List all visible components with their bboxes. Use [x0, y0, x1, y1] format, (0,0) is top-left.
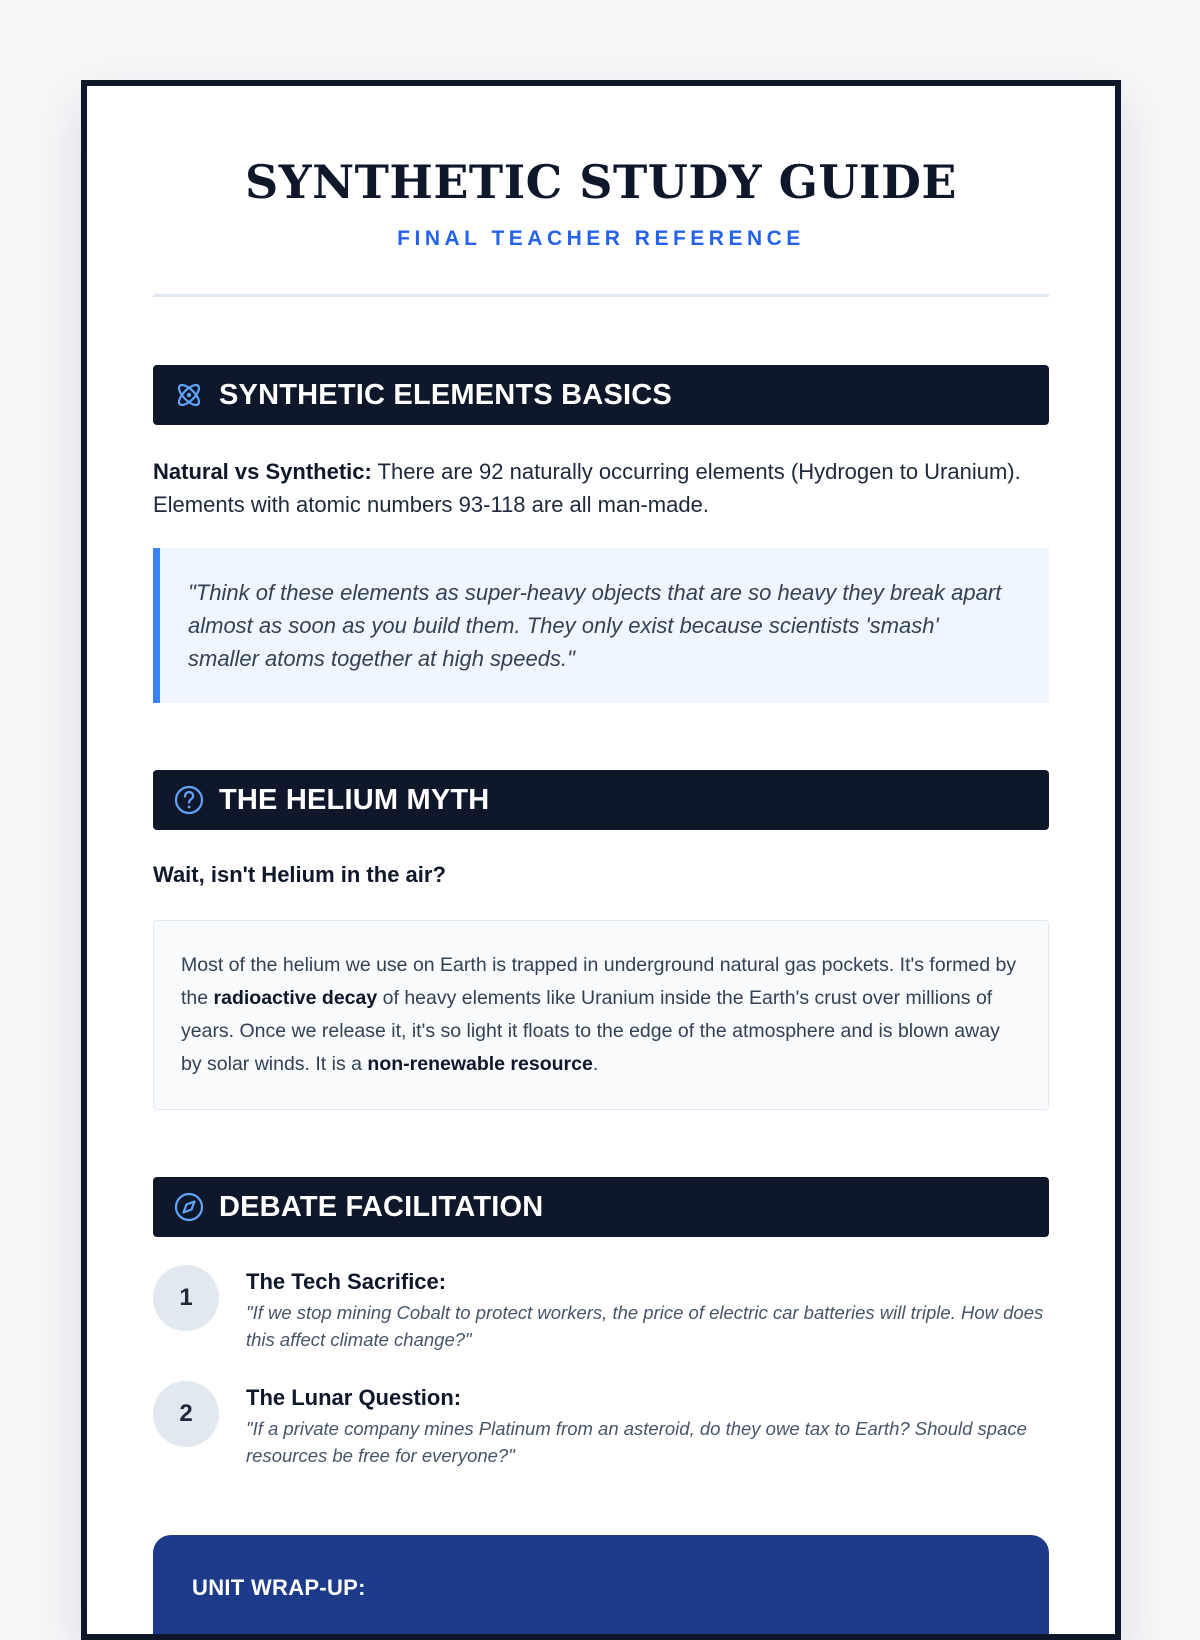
debate-quote: "If a private company mines Platinum from an asteroid, do they owe tax to Earth? Should space resources be free for everyone?" [246, 1418, 1027, 1466]
guide-header [153, 86, 1049, 297]
question-circle-icon [173, 784, 205, 816]
helium-text-2: of heavy elements like Uranium inside the Earth's crust over millions of years. Once we release it, it's so light it floats to the edge of the atmosphere and is blown away by solar winds. It is a [181, 987, 1000, 1075]
wrapup-title: UNIT WRAP-UP: [192, 1575, 366, 1600]
page-title: SYNTHETIC STUDY GUIDE [245, 155, 957, 209]
study-guide-sheet [81, 80, 1121, 1640]
lead-text: There are 92 naturally occurring elements (Hydrogen to Uranium). Elements with atomic numbers 93-118 are all man-made. [153, 459, 1021, 517]
section-title-debate: DEBATE FACILITATION [219, 1190, 544, 1223]
unit-wrapup-box [153, 1535, 1049, 1640]
section-title-basics: SYNTHETIC ELEMENTS BASICS [219, 378, 672, 411]
lead-label: Natural vs Synthetic: [153, 459, 372, 484]
helium-question: Wait, isn't Helium in the air? [153, 862, 446, 887]
debate-item [153, 1265, 1049, 1353]
debate-title: The Tech Sacrifice: [246, 1269, 447, 1294]
analogy-quote: "Think of these elements as super-heavy objects that are so heavy they break apart almost as soon as you build them. They only exist because scientists 'smash' smaller atoms together at high speeds." [153, 548, 1049, 703]
section-header-basics [153, 365, 1049, 425]
debate-title: The Lunar Question: [246, 1385, 462, 1410]
helium-explanation [153, 920, 1049, 1110]
debate-item [153, 1381, 1049, 1469]
page-subtitle: FINAL TEACHER REFERENCE [397, 227, 805, 250]
debate-number-badge: 1 [153, 1265, 219, 1331]
section-header-debate [153, 1177, 1049, 1237]
section-header-helium [153, 770, 1049, 830]
header-divider [153, 294, 1049, 297]
debate-number-badge: 2 [153, 1381, 219, 1447]
compass-icon [173, 1191, 205, 1223]
helium-bold-2: non-renewable resource [367, 1053, 593, 1075]
natural-vs-synthetic-paragraph [153, 455, 1049, 521]
helium-text-3: . [592, 1053, 599, 1075]
debate-content [246, 1265, 1049, 1353]
atom-icon [173, 379, 205, 411]
section-title-helium: THE HELIUM MYTH [219, 783, 490, 816]
debate-content [246, 1381, 1049, 1469]
helium-text-1: Most of the helium we use on Earth is trapped in underground natural gas pockets. It's formed by the [181, 954, 1017, 1009]
helium-bold-1: radioactive decay [213, 987, 378, 1009]
debate-quote: "If we stop mining Cobalt to protect workers, the price of electric car batteries will triple. How does this affect climate change?" [246, 1302, 1044, 1350]
